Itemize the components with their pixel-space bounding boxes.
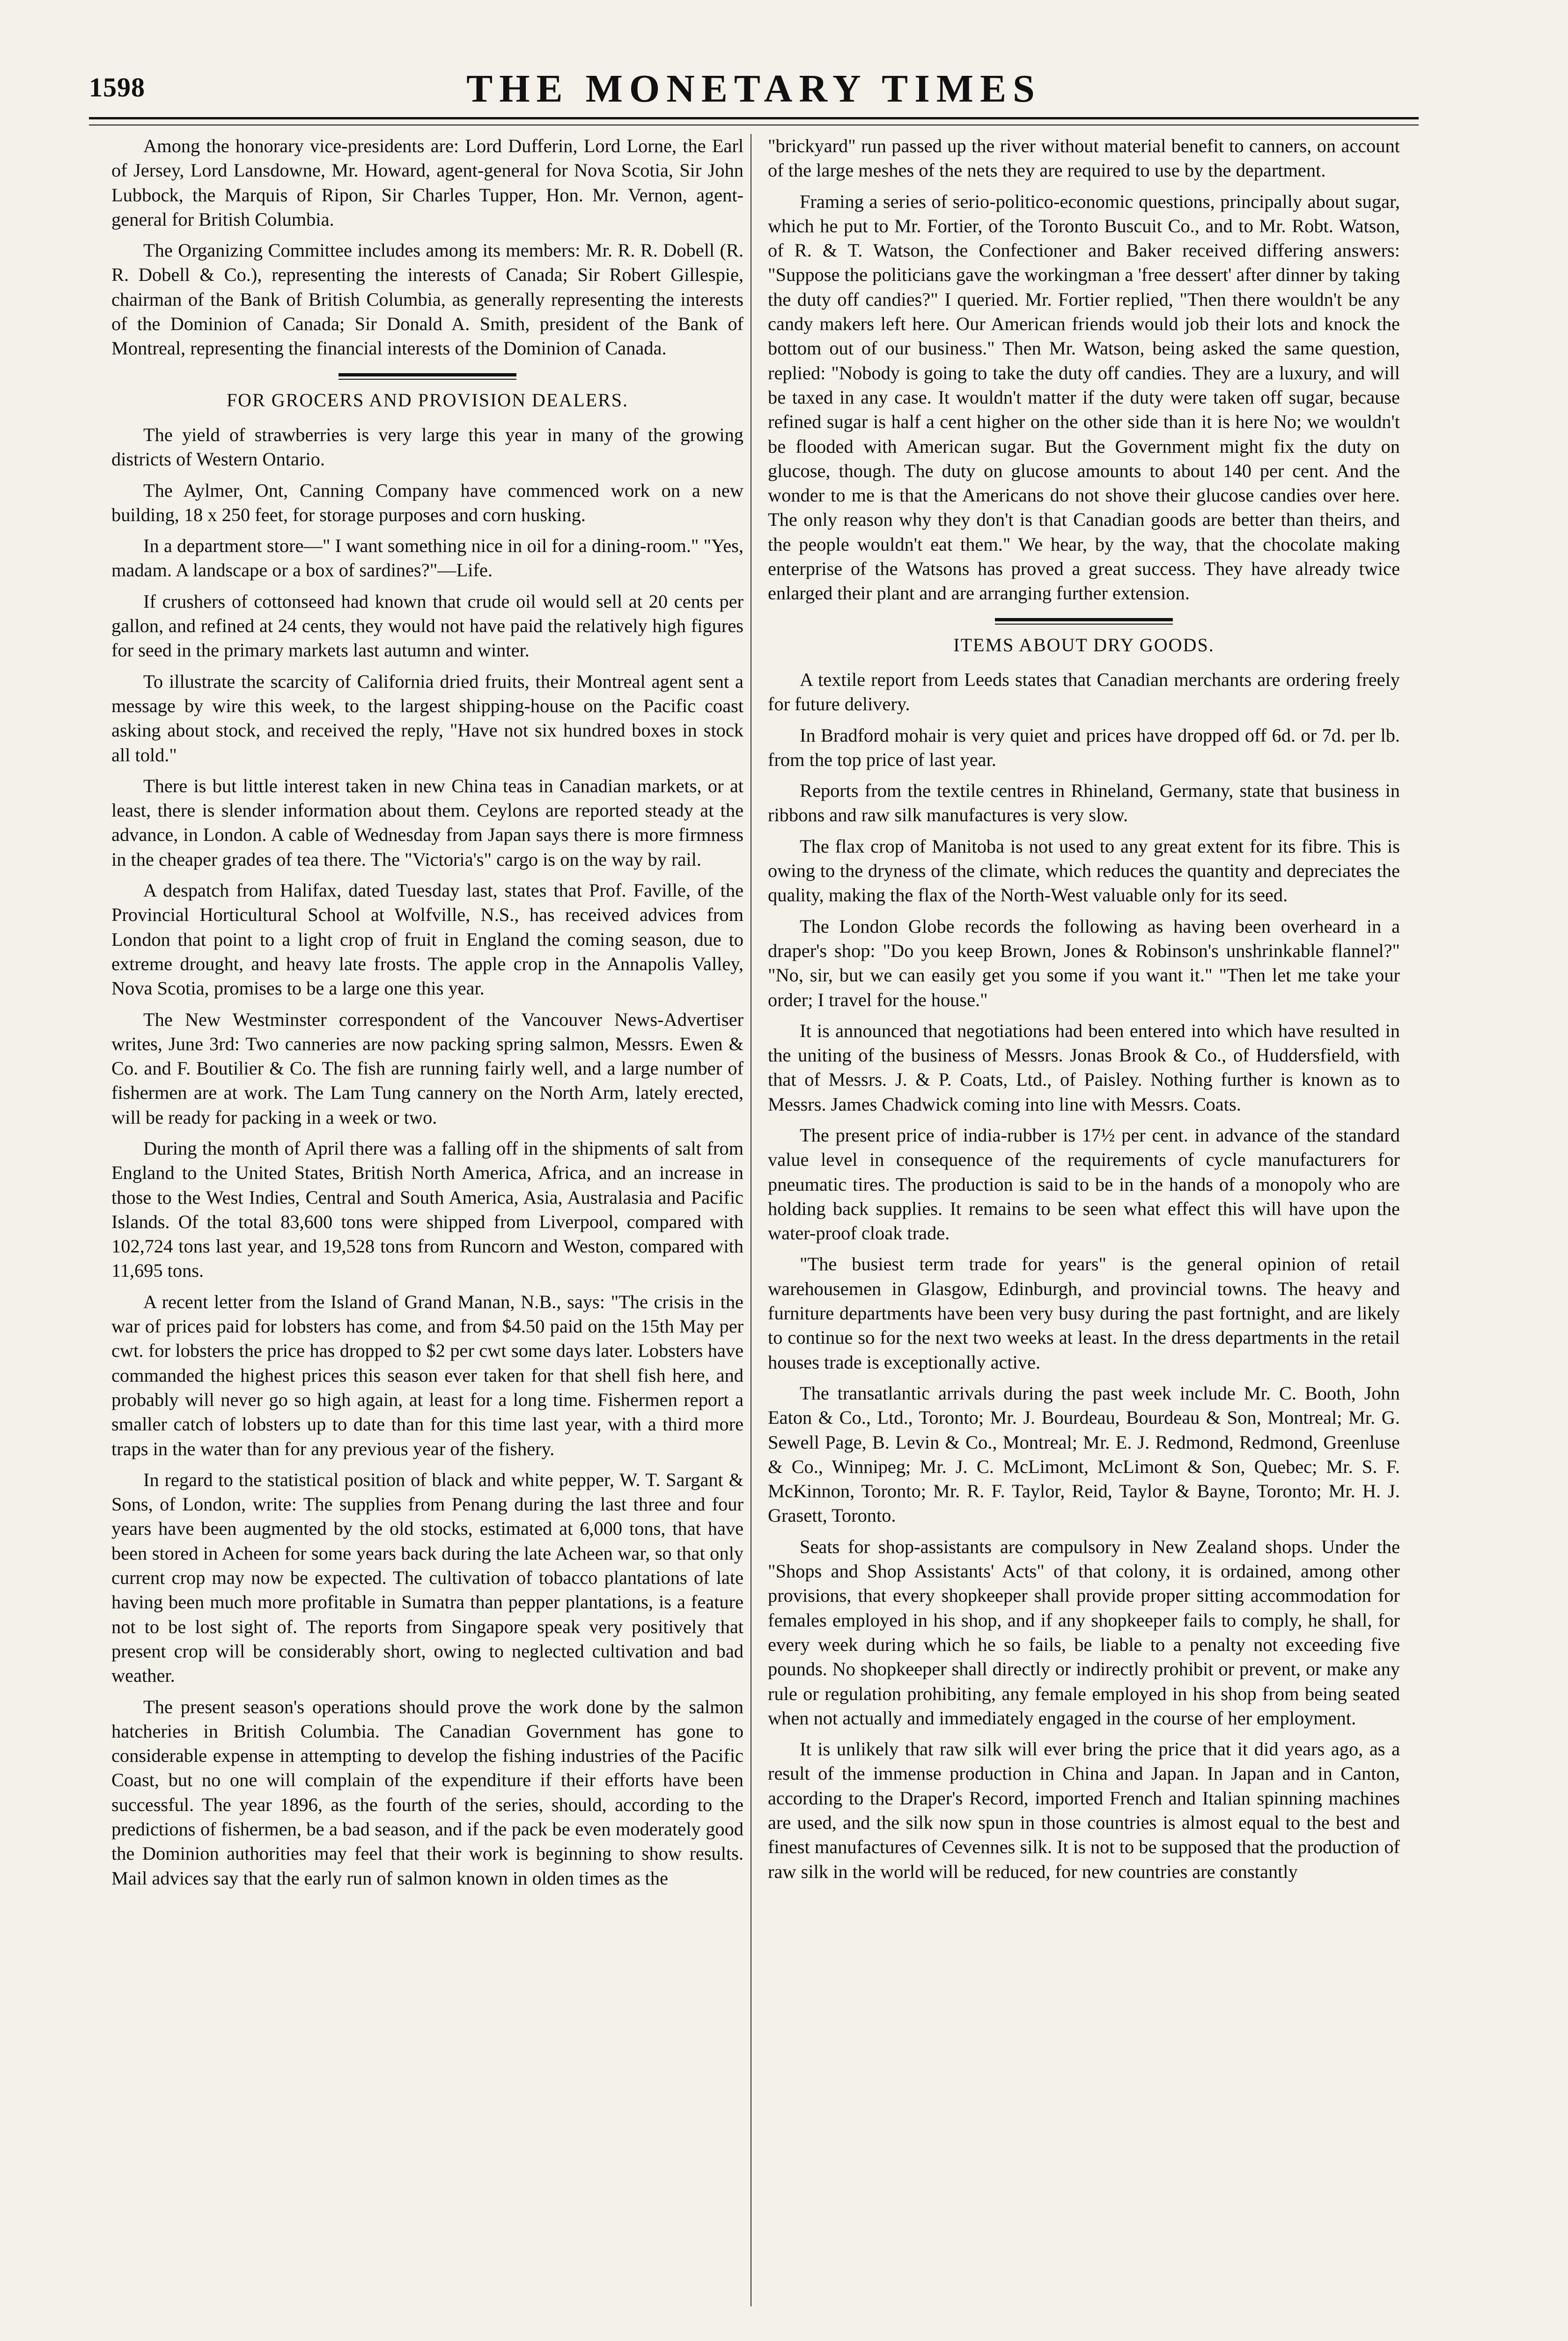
article-paragraph: During the month of April there was a falling off in the shipments of salt from England to the United States, British North America, Africa, and an increase in those to the West Indies, Central and South America, Asia, Australasia and Pacific Islands. Of the total 83,600 tons were shipped from Liverpool, compared with 102,724 tons last year, and 19,528 tons from Runcorn and Weston, compared with 11,695 tons.	[111, 1137, 744, 1281]
section-heading-dry-goods: ITEMS ABOUT DRY GOODS.	[953, 634, 1215, 655]
article-paragraph: The London Globe records the following as having been overheard in a draper's shop: "Do you keep Brown, Jones & Robinson's unshrinkable flannel?" "No, sir, but we can easily get you some if you want it." "Then let me take your order; I travel for the house."	[768, 915, 1400, 1010]
article-paragraph: Reports from the textile centres in Rhineland, Germany, state that business in ribbons and raw silk manufactures is very slow.	[768, 780, 1400, 826]
article-paragraph: Among the honorary vice-presidents are: Lord Dufferin, Lord Lorne, the Earl of Jersey, Lord Lansdowne, Mr. Howard, agent-general for Nova Scotia, Sir John Lubbock, the Marquis of Ripon, Sir Charles Tupper, Hon. Mr. Vernon, agent-general for British Columbia.	[111, 135, 744, 230]
section-divider	[339, 373, 516, 376]
left-column	[111, 134, 744, 2306]
section-divider-thin	[995, 624, 1173, 625]
article-paragraph: "brickyard" run passed up the river without material benefit to canners, on account of the large meshes of the nets they are required to use by the department.	[768, 135, 1400, 181]
article-paragraph: Seats for shop-assistants are compulsory in New Zealand shops. Under the "Shops and Shop Assistants' Acts" of that colony, it is ordained, among other provisions, that every shopkeeper shall provide proper sitting accommodation for females employed in his shop, and if any shopkeeper fails to comply, he shall, for every week during which he so fails, be liable to a penalty not exceeding five pounds. No shopkeeper shall directly or indirectly prohibit or prevent, or make any rule or regulation prohibiting, any female employed in his shop from being seated when not actually and immediately engaged in the course of her employment.	[768, 1536, 1400, 1729]
article-paragraph: Framing a series of serio-politico-economic questions, principally about sugar, which he put to Mr. Fortier, of the Toronto Buscuit Co., and to Mr. Robt. Watson, of R. & T. Watson, the Confectioner and Baker received differing answers: "Suppose the politicians gave the workingman a 'free dessert' after dinner by taking the duty off candies?" I queried. Mr. Fortier replied, "Then there wouldn't be any candy makers left here. Our American friends would job their lots and knock the bottom out of our business." Then Mr. Watson, being asked the same question, replied: "Nobody is going to take the duty off candies. They are a luxury, and will be taxed in any case. It wouldn't matter if the duty were taken off sugar, because refined sugar is half a cent higher on the other side than it is here No; we wouldn't be flooded with American sugar. But the Government might fix the duty on glucose, though. The duty on glucose amounts to about 140 per cent. And the wonder to me is that the Americans do not shove their glucose candies over here. The only reason why they don't is that Canadian goods are better than theirs, and the people wouldn't eat them." We hear, by the way, that the chocolate making enterprise of the Watsons has proved a great success. They have already twice enlarged their plant and are arranging further extension.	[768, 191, 1400, 604]
section-heading-grocers: FOR GROCERS AND PROVISION DEALERS.	[226, 389, 629, 411]
article-paragraph: A recent letter from the Island of Grand Manan, N.B., says: "The crisis in the war of prices paid for lobsters has come, and from $4.50 paid on the 15th May per cwt. for lobsters the price has dropped to $2 per cwt some days later. Lobsters have commanded the highest prices this season ever taken for that shell fish here, and probably will never go so high again, at least for a long time. Fishermen report a smaller catch of lobsters up to date than for this time last year, with a third more traps in the water than for any previous year of the fishery.	[111, 1291, 744, 1459]
article-paragraph: The flax crop of Manitoba is not used to any great extent for its fibre. This is owing to the dryness of the climate, which reduces the quantity and depreciates the quality, making the flax of the North-West valuable only for its seed.	[768, 835, 1400, 906]
masthead-title: THE MONETARY TIMES	[466, 67, 1041, 110]
article-paragraph: The present season's operations should prove the work done by the salmon hatcheries in British Columbia. The Canadian Government has gone to considerable expense in attempting to develop the fishing industries of the Pacific Coast, but no one will complain of the expenditure if their efforts have been successful. The year 1896, as the fourth of the series, should, according to the predictions of fishermen, be a bad season, and if the pack be even moderately good the Dominion authorities may feel that their work is beginning to show results. Mail advices say that the early run of salmon known in olden times as the	[111, 1696, 744, 1889]
article-paragraph: The New Westminster correspondent of the Vancouver News-Advertiser writes, June 3rd: Two canneries are now packing spring salmon, Messrs. Ewen & Co. and F. Boutilier & Co. The fish are running fairly well, and a large number of fishermen are at work. The Lam Tung cannery on the North Arm, lately erected, will be ready for packing in a week or two.	[111, 1009, 744, 1128]
article-paragraph: In regard to the statistical position of black and white pepper, W. T. Sargant & Sons, of London, write: The supplies from Penang during the last three and four years have been augmented by the old stocks, estimated at 6,000 tons, that have been stored in Acheen for some years back during the late Acheen war, so that only current crop may now be expected. The cultivation of tobacco plantations of late having been much more profitable in Sumatra than pepper plantations, is a feature not to be lost sight of. The reports from Singapore speak very positively that present crop will be considerably short, owing to neglected cultivation and bad weather.	[111, 1469, 744, 1686]
page-header	[89, 63, 1419, 115]
article-paragraph: It is announced that negotiations had been entered into which have resulted in the uniting of the business of Messrs. Jonas Brook & Co., of Huddersfield, with that of Messrs. J. & P. Coats, Ltd., of Paisley. Nothing further is known as to Messrs. James Chadwick coming into line with Messrs. Coats.	[768, 1020, 1400, 1115]
article-paragraph: There is but little interest taken in new China teas in Canadian markets, or at least, there is slender information about them. Ceylons are reported steady at the advance, in London. A cable of Wednesday from Japan says there is more firmness in the cheaper grades of tea there. The "Victoria's" cargo is on the way by rail.	[111, 775, 744, 870]
section-divider-thin	[339, 379, 516, 380]
page-number: 1598	[89, 72, 145, 103]
article-paragraph: It is unlikely that raw silk will ever bring the price that it did years ago, as a result of the immense production in China and Japan. In Japan and in Canton, according to the Draper's Record, imported French and Italian spinning machines are used, and the silk now spun in those countries is almost equal to the best and finest manufactures of Cevennes silk. It is not to be supposed that the production of raw silk in the world will be reduced, for new countries are constantly	[768, 1738, 1400, 1882]
article-paragraph: A despatch from Halifax, dated Tuesday last, states that Prof. Faville, of the Provincial Horticultural School at Wolfville, N.S., has received advices from London that point to a light crop of fruit in England the coming season, due to extreme drought, and heavy late frosts. The apple crop in the Annapolis Valley, Nova Scotia, promises to be a large one this year.	[111, 880, 744, 999]
article-paragraph: If crushers of cottonseed had known that crude oil would sell at 20 cents per gallon, and refined at 24 cents, they would not have paid the relatively high figures for seed in the primary markets last autumn and winter.	[111, 590, 744, 661]
article-paragraph: In a department store—" I want something nice in oil for a dining-room." "Yes, madam. A landscape or a box of sardines?"—Life.	[111, 535, 744, 581]
article-paragraph: The present price of india-rubber is 17½ per cent. in advance of the standard value level in consequence of the requirements of cycle manufacturers for pneumatic tires. The production is said to be in the hands of a monopoly who are holding back supplies. It remains to be seen what effect this will have upon the water-proof cloak trade.	[768, 1124, 1400, 1244]
article-paragraph: In Bradford mohair is very quiet and prices have dropped off 6d. or 7d. per lb. from the top price of last year.	[768, 724, 1400, 770]
article-paragraph: A textile report from Leeds states that Canadian merchants are ordering freely for future delivery.	[768, 669, 1400, 715]
article-paragraph: The Organizing Committee includes among its members: Mr. R. R. Dobell (R. R. Dobell & Co.), representing the interests of Canada; Sir Robert Gillespie, chairman of the Bank of British Columbia, as generally representing the interests of the Dominion of Canada; Sir Donald A. Smith, president of the Bank of Montreal, representing the financial interests of the Dominion of Canada.	[111, 240, 744, 359]
article-paragraph: To illustrate the scarcity of California dried fruits, their Montreal agent sent a message by wire this week, to the largest shipping-house on the Pacific coast asking about stock, and received the reply, "Have not six hundred boxes in stock all told."	[111, 670, 744, 766]
article-paragraph: The transatlantic arrivals during the past week include Mr. C. Booth, John Eaton & Co., Ltd., Toronto; Mr. J. Bourdeau, Bourdeau & Son, Montreal; Mr. G. Sewell Page, B. Levin & Co., Montreal; Mr. E. J. Redmond, Redmond, Greenluse & Co., Winnipeg; Mr. J. C. McLimont, McLimont & Son, Quebec; Mr. S. F. McKinnon, Toronto; Mr. R. F. Taylor, Reid, Taylor & Bayne, Toronto; Mr. H. J. Grasett, Toronto.	[768, 1382, 1400, 1526]
header-rule	[89, 117, 1419, 119]
article-paragraph: The yield of strawberries is very large this year in many of the growing districts of Western Ontario.	[111, 424, 744, 470]
right-column	[768, 134, 1400, 2306]
article-paragraph: "The busiest term trade for years" is the general opinion of retail warehousemen in Glasgow, Edinburgh, and provincial towns. The heavy and furniture departments have been very busy during the past fortnight, and are likely to continue so for the next two weeks at least. In the dress departments in the retail houses trade is exceptionally active.	[768, 1253, 1400, 1373]
article-paragraph: The Aylmer, Ont, Canning Company have commenced work on a new building, 18 x 250 feet, for storage purposes and corn husking.	[111, 479, 744, 525]
section-divider	[995, 618, 1173, 621]
